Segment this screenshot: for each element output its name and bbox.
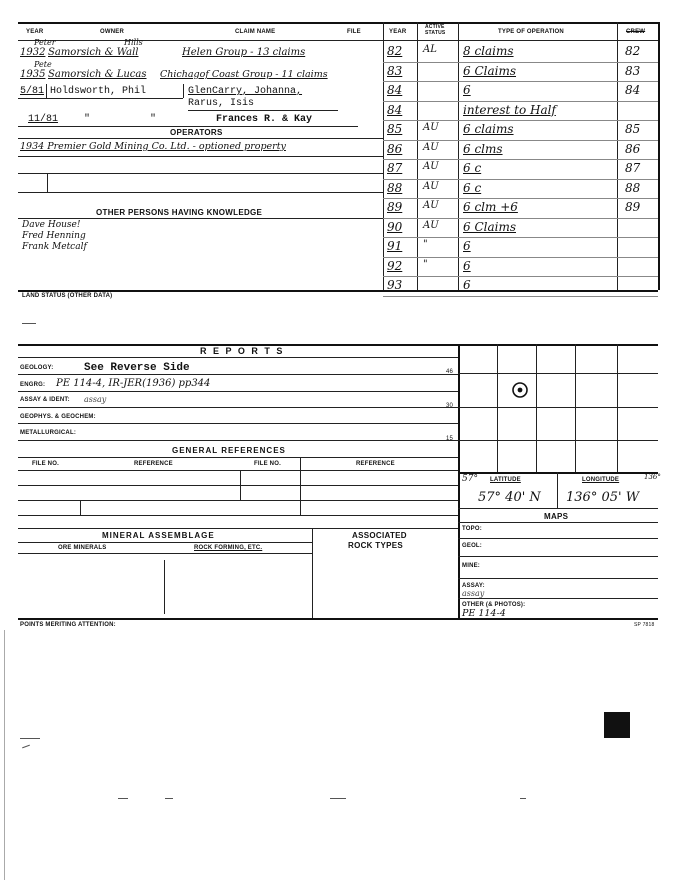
geology-label: GEOLOGY: (20, 365, 54, 371)
activity-row (383, 101, 658, 121)
activity-year: 93 (387, 278, 403, 292)
scan-mark (604, 712, 630, 738)
other-persons-label: OTHER PERSONS HAVING KNOWLEDGE (96, 208, 263, 217)
activity-operation: 6 c (463, 161, 482, 175)
activity-operation: 6 (463, 239, 471, 253)
engrg-label: ENGRG: (20, 382, 46, 388)
owner-4-claim: Frances R. & Kay (216, 114, 313, 125)
header-active-status: ACTIVE STATUS (425, 24, 446, 36)
activity-row (383, 218, 658, 238)
owner-3-claim-2: Rarus, Isis (188, 98, 255, 109)
activity-operation: 6 claims (463, 122, 514, 136)
activity-status: " (423, 239, 428, 250)
activity-row (383, 257, 658, 277)
activity-row (383, 62, 658, 82)
owner-2-name: Samorsich & Lucas (48, 69, 147, 80)
owner-3-name: Holdsworth, Phil (50, 86, 147, 97)
activity-status: AU (423, 219, 439, 231)
assay-ident-value: assay (84, 395, 107, 404)
form-number: SP 7818 (634, 622, 655, 628)
activity-operation: 8 claims (463, 44, 514, 58)
activity-row (383, 81, 658, 101)
maps-other-label: OTHER (& PHOTOS): (462, 602, 526, 608)
activity-year: 90 (387, 219, 403, 234)
other-person-3: Frank Metcalf (22, 242, 87, 252)
activity-status: AU (423, 141, 439, 153)
activity-operation: 6 c (463, 180, 482, 195)
header-owner: OWNER (100, 29, 124, 35)
activity-year: 91 (387, 239, 403, 253)
activity-year: 82 (387, 44, 403, 58)
header-type-of-operation: TYPE OF OPERATION (498, 29, 564, 35)
general-refs-title: GENERAL REFERENCES (172, 446, 286, 455)
activity-status: " (423, 258, 428, 270)
owner-3-year: 5/81 (20, 86, 45, 97)
activity-crew: 89 (625, 200, 641, 214)
header-year: YEAR (26, 29, 44, 35)
activity-row (383, 42, 658, 62)
latitude-label: LATITUDE (490, 477, 521, 483)
activity-year: 92 (387, 258, 403, 273)
owner-2-claim: Chichagof Coast Group - 11 claims (160, 69, 328, 80)
activity-row (383, 140, 658, 160)
lat-prefix: 57° (462, 474, 478, 484)
activity-year: 86 (387, 141, 403, 156)
maps-mine-label: MINE: (462, 563, 480, 569)
other-person-1: Dave House! (22, 220, 81, 230)
latitude-value: 57° 40' N (478, 490, 541, 505)
activity-status: AU (423, 180, 439, 192)
longitude-value: 136° 05' W (566, 490, 640, 505)
header-claim-name: CLAIM NAME (235, 29, 276, 35)
owner-1-claim: Helen Group - 13 claims (182, 47, 306, 58)
owner-1-note: Peter (34, 38, 56, 47)
activity-crew: 84 (625, 83, 641, 97)
engrg-value: PE 114-4, IR-JER(1936) pp344 (56, 378, 211, 389)
activity-row (383, 179, 658, 199)
activity-operation: 6 Claims (463, 63, 516, 78)
activity-year: 85 (387, 122, 403, 136)
longitude-note: 136° (644, 473, 661, 481)
activity-row (383, 276, 658, 296)
maps-other-value: PE 114-4 (462, 608, 506, 619)
rock-types-label: ROCK TYPES (348, 541, 404, 550)
owner-1-note-2: Hills (124, 38, 143, 47)
owner-2-year: 1935 (20, 69, 46, 80)
maps-assay-value: assay (462, 589, 485, 598)
owner-4-ditto-2: " (150, 114, 157, 125)
header-year-2: YEAR (389, 29, 407, 35)
general-refs-file-no-2: FILE NO. (254, 461, 281, 467)
activity-operation: interest to Half (463, 102, 556, 117)
general-refs-reference-2: REFERENCE (356, 461, 395, 467)
activity-status: AU (423, 161, 439, 172)
owner-1-year: 1932 (20, 47, 46, 58)
activity-row (383, 198, 658, 218)
activity-row (383, 159, 658, 179)
activity-crew: 87 (625, 161, 641, 175)
owner-4-year: 11/81 (28, 114, 59, 125)
land-status-label: LAND STATUS (OTHER DATA) (22, 293, 113, 299)
geology-value: See Reverse Side (84, 362, 190, 374)
activity-crew: 88 (625, 180, 641, 195)
owner-4-ditto: " (84, 114, 91, 125)
assay-ident-label: ASSAY & IDENT: (20, 397, 70, 403)
activity-status: AU (423, 200, 439, 211)
maps-geol-label: GEOL: (462, 543, 482, 549)
activity-crew: 85 (625, 122, 641, 136)
operators-entry: 1934 Premier Gold Mining Co. Ltd. - optioned property (20, 141, 286, 152)
activity-row (383, 237, 658, 257)
activity-year: 83 (387, 63, 403, 78)
general-refs-file-no-1: FILE NO. (32, 461, 59, 467)
ore-minerals-label: ORE MINERALS (58, 545, 107, 551)
metallurgical-label: METALLURGICAL: (20, 430, 77, 436)
lat-marker-15: 15 (446, 436, 454, 442)
activity-year: 84 (387, 102, 403, 117)
activity-operation: 6 (463, 258, 471, 273)
activity-crew: 82 (625, 44, 641, 58)
location-marker-icon (510, 380, 530, 400)
activity-year: 84 (387, 83, 403, 97)
activity-operation: 6 (463, 278, 471, 292)
activity-operation: 6 (463, 83, 471, 97)
activity-operation: 6 Claims (463, 219, 516, 234)
maps-assay-label: ASSAY: (462, 583, 485, 589)
activity-year: 88 (387, 180, 403, 195)
associated-label: ASSOCIATED (352, 531, 407, 540)
header-crew: CREW (626, 29, 646, 35)
header-file: FILE (347, 29, 361, 35)
other-person-2: Fred Henning (22, 231, 86, 241)
reports-title: R E P O R T S (200, 346, 285, 356)
mineral-assemblage-title: MINERAL ASSEMBLAGE (102, 531, 215, 540)
activity-crew: 86 (625, 141, 641, 156)
owner-3-claim: GlenCarry, Johanna, (188, 86, 303, 97)
activity-crew: 83 (625, 63, 641, 78)
geophys-label: GEOPHYS. & GEOCHEM: (20, 414, 96, 420)
activity-operation: 6 clms (463, 141, 503, 156)
activity-year: 87 (387, 161, 403, 175)
lat-marker-46: 46 (446, 369, 454, 375)
activity-operation: 6 clm +6 (463, 200, 518, 214)
activity-status: AL (423, 44, 437, 55)
operators-label: OPERATORS (170, 128, 223, 137)
activity-year: 89 (387, 200, 403, 214)
activity-row (383, 120, 658, 140)
points-label: POINTS MERITING ATTENTION: (20, 622, 116, 628)
owner-2-note: Pete (34, 60, 52, 69)
owner-1-name: Samorsich & Wall (48, 47, 139, 58)
rock-forming-label: ROCK FORMING, ETC. (194, 545, 263, 551)
activity-status: AU (423, 122, 439, 133)
lat-marker-30: 30 (446, 403, 454, 409)
general-refs-reference-1: REFERENCE (134, 461, 173, 467)
maps-topo-label: TOPO: (462, 526, 482, 532)
maps-title: MAPS (544, 512, 569, 521)
longitude-label: LONGITUDE (582, 477, 620, 483)
